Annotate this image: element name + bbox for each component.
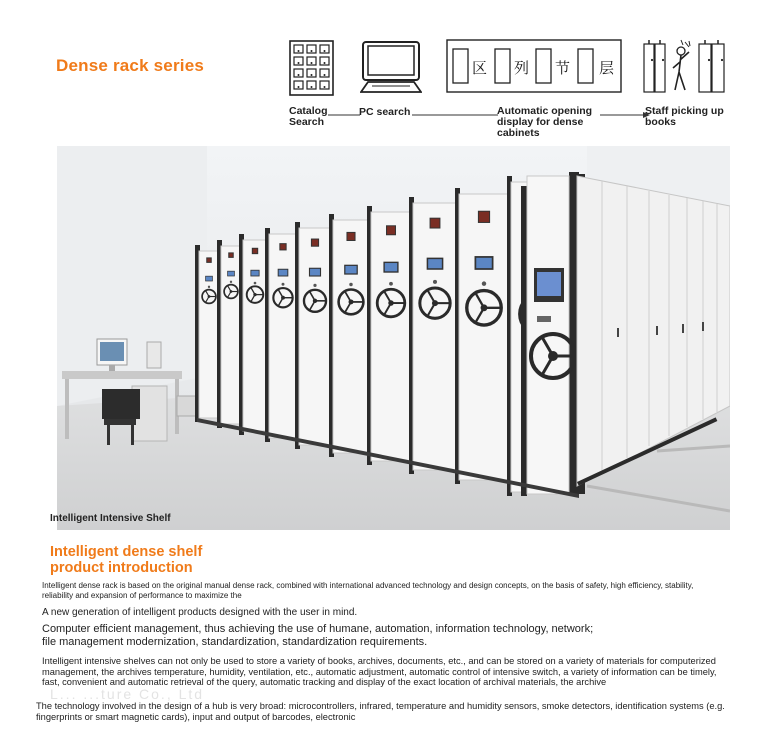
flow-connector-arrow bbox=[300, 108, 660, 120]
rack-panel bbox=[329, 214, 369, 457]
rack-panel bbox=[265, 228, 297, 442]
rack-front-panel bbox=[521, 172, 585, 496]
intro-paragraph-1: Intelligent dense rack is based on the original manual dense rack, combined with international advanced technology and design concepts, on the basis of safety, high efficiency, stability, reliability and expansion of performance to maximize the bbox=[42, 581, 694, 600]
rack-panel bbox=[217, 240, 241, 428]
staff-cabinet-icon bbox=[643, 38, 727, 94]
rack-panel bbox=[239, 234, 267, 435]
display-char-row: 列 bbox=[514, 59, 530, 77]
computer-icon bbox=[360, 40, 422, 96]
series-title: Dense rack series bbox=[56, 56, 205, 75]
rack-panel bbox=[367, 206, 411, 465]
intro-paragraph-2: A new generation of intelligent products designed with the user in mind. bbox=[42, 607, 358, 618]
intro-paragraph-4: Intelligent intensive shelves can not only be used to store a variety of books, archives, documents, etc., and can be stored on a variety of materials for computerized management, the archives temperature, humidity, ventilation, etc., automatic adjustment, automatic control of intensive switch, a variety of information can be timely, fast, convenient and automatic retrieval of the query, automatic tracking and display of the exact location of archival materials, the archive bbox=[42, 656, 717, 687]
flow-step-label-pc: PC search bbox=[359, 106, 411, 118]
watermark-text: L... ...ture Co., Ltd bbox=[50, 686, 205, 702]
rack-panel bbox=[455, 188, 509, 484]
catalog-grid-icon bbox=[289, 40, 334, 96]
display-char-zone: 区 bbox=[472, 59, 488, 77]
flow-step-label-catalog: Catalog Search bbox=[289, 105, 328, 128]
rack-panel bbox=[195, 245, 219, 422]
flow-step-label-staff: Staff picking up books bbox=[645, 105, 724, 128]
rack-panel bbox=[409, 197, 457, 474]
display-char-section: 节 bbox=[555, 59, 571, 77]
flow-step-label-display: Automatic opening display for dense cabinets bbox=[497, 105, 593, 139]
photo-caption: Intelligent Intensive Shelf bbox=[50, 513, 171, 524]
display-char-layer: 层 bbox=[599, 59, 615, 77]
rack-panel bbox=[295, 222, 331, 449]
intro-paragraph-3: Computer efficient management, thus achieving the use of humane, automation, information technology, network; file management modernization, standardization, standardization requirements. bbox=[42, 623, 594, 648]
intro-paragraph-5: The technology involved in the design of a hub is very broad: microcontrollers, infrared, temperature and humidity sensors, smoke detectors, identification systems (e.g. fingerprints or smart magnetic cards), input and output of barcodes, electronic bbox=[36, 701, 725, 722]
product-photo bbox=[57, 146, 730, 530]
intro-title: Intelligent dense shelf product introduction bbox=[50, 544, 203, 576]
